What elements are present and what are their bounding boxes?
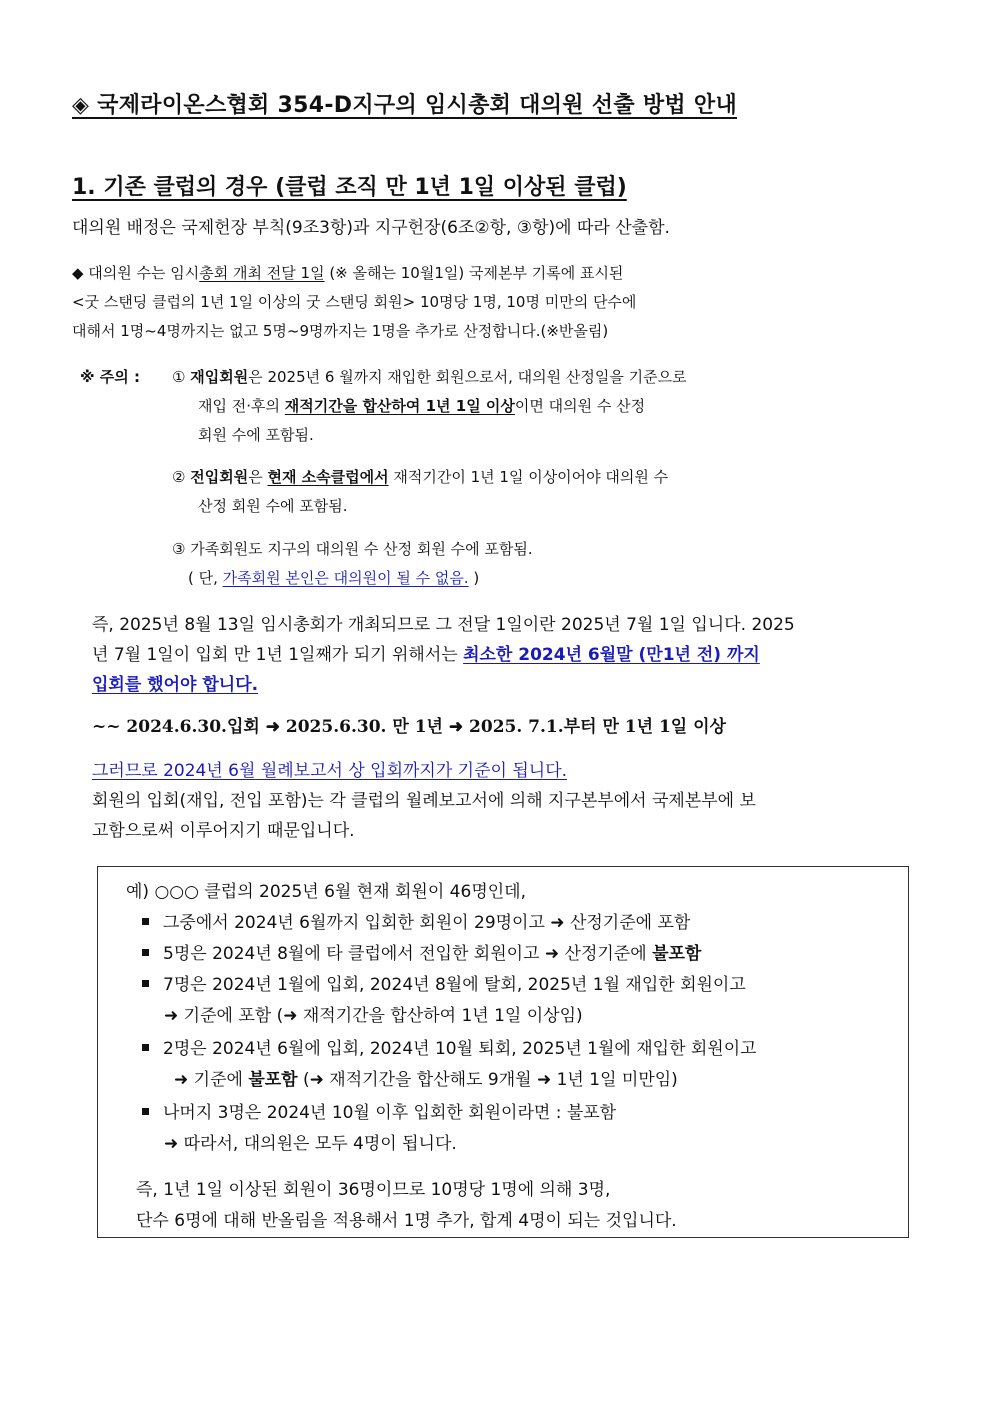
example-bullet-1-text: 그중에서 2024년 6월까지 입회한 회원이 29명이고 ➜ 산정기준에 포함 [163,913,691,933]
note-2-line-1 [172,466,668,487]
example-bullet-4 [142,1034,757,1059]
example-bullet-5-sub: ➜ 따라서, 대의원은 모두 4명이 됩니다. [164,1134,457,1154]
note-3-text-b: ( 단, [188,569,223,587]
rule-text-underlined: 총회 개최 전달 1일 [199,264,325,282]
example-bullet-3 [142,970,746,995]
note-1-number: ① [172,368,191,386]
example-bullet-2-emphasis: 불포함 [652,944,702,964]
example-bullet-5-text: 나머지 3명은 2024년 10월 이후 입회한 회원이라면 : 불포함 [163,1103,617,1123]
explain-line-1: 즉, 2025년 8월 13일 임시총회가 개최되므로 그 전달 1일이란 2025년 7월 1일 입니다. 2025 [92,615,795,635]
note-3-text-d: ) [468,569,480,587]
example-bullet-4-sub-c: (➜ 재적기간을 합산해도 9개월 ➜ 1년 1일 미만임) [297,1070,678,1090]
note-1-line-1 [172,366,687,387]
note-2-line-2: 산정 회원 수에 포함됨. [198,497,348,515]
example-bullet-3-sub: ➜ 기준에 포함 (➜ 재적기간을 합산하여 1년 1일 이상임) [164,1006,583,1026]
note-3-line-1: ③ 가족회원도 지구의 대의원 수 산정 회원 수에 포함됨. [172,540,533,558]
square-bullet-icon [142,980,149,987]
rule-text-c: (※ 올해는 10월1일) 국제본부 기록에 표시된 [324,264,624,282]
example-bullet-3-text: 7명은 2024년 1월에 입회, 2024년 8월에 탈회, 2025년 1월 재입한 회원이고 [163,975,746,995]
explain-text: 년 7월 1일이 입회 만 1년 1일째가 되기 위해서는 [92,645,464,665]
note-2-number: ② [172,468,191,486]
example-head: 예) ○○○ 클럽의 2025년 6월 현재 회원이 46명인데, [126,882,526,902]
explain-line-4: 회원의 입회(재입, 전입 포함)는 각 클럽의 월례보고서에 의해 지구본부에서 국제본부에 보 [92,791,756,811]
example-bullet-5 [142,1098,616,1123]
rule-line-3: 대해서 1명~4명까지는 없고 5명~9명까지는 1명을 추가로 산정합니다.(※반올림) [72,322,609,340]
note-1-text-f: 이면 대의원 수 산정 [514,397,646,415]
example-summary-1: 즉, 1년 1일 이상된 회원이 36명이므로 10명당 1명에 의해 3명, [136,1180,611,1200]
note-1-emphasis: 재적기간을 합산하여 1년 1일 이상 [284,397,515,415]
example-bullet-1 [142,908,690,933]
explain-deadline: 최소한 2024년 6월말 (만1년 전) 까지 [463,645,760,665]
square-bullet-icon [142,949,149,956]
example-box [97,866,909,1238]
square-bullet-icon [142,918,149,925]
section-heading: 1. 기존 클럽의 경우 (클럽 조직 만 1년 1일 이상된 클럽) [72,175,627,200]
note-1-text-d: 재입 전·후의 [198,397,285,415]
document-title: ◈ 국제라이온스협회 354-D지구의 임시총회 대의원 선출 방법 안내 [72,93,737,118]
note-2-text-e: 재적기간이 1년 1일 이상이어야 대의원 수 [388,468,669,486]
note-1-line-3: 회원 수에 포함됨. [198,426,314,444]
note-2-term: 전입회원 [190,468,249,486]
intro-text: 대의원 배정은 국제헌장 부칙(9조3항)과 지구헌장(6조②항, ③항)에 따라 산출함. [72,218,670,238]
timeline: ~~ 2024.6.30.입회 ➜ 2025.6.30. 만 1년 ➜ 2025. 7.1.부터 만 1년 1일 이상 [92,717,726,737]
square-bullet-icon [142,1108,149,1115]
note-3-line-2 [188,567,479,588]
note-3-emphasis: 가족회원 본인은 대의원이 될 수 없음. [222,569,469,587]
example-bullet-2-text: 5명은 2024년 8월에 타 클럽에서 전입한 회원이고 ➜ 산정기준에 [163,944,653,964]
example-bullet-2 [142,939,701,964]
example-bullet-4-text: 2명은 2024년 6월에 입회, 2024년 10월 퇴회, 2025년 1월에 재입한 회원이고 [163,1039,757,1059]
example-bullet-4-sub-a: ➜ 기준에 [174,1070,249,1090]
example-bullet-4-sub-emphasis: 불포함 [248,1070,298,1090]
basis-statement: 그러므로 2024년 6월 월례보고서 상 입회까지가 기준이 됩니다. [92,761,568,781]
note-1-term: 재입회원 [190,368,249,386]
note-1-text: 은 2025년 6 월까지 재입한 회원으로서, 대의원 산정일을 기준으로 [248,368,687,386]
example-bullet-4-sub [174,1065,678,1090]
note-1-line-2 [198,395,645,416]
square-bullet-icon [142,1044,149,1051]
note-2-text-c: 은 [248,468,268,486]
notes-label: ※ 주의 : [80,368,141,386]
explain-line-5: 고함으로써 이루어지기 때문입니다. [92,821,355,841]
rule-line-1 [72,262,623,283]
note-2-emphasis: 현재 소속클럽에서 [267,468,389,486]
rule-text-a: ◆ 대의원 수는 임시 [72,264,200,282]
explain-line-2 [92,640,760,665]
rule-line-2: <굿 스탠딩 클럽의 1년 1일 이상의 굿 스탠딩 회원> 10명당 1명, 10명 미만의 단수에 [72,293,637,311]
explain-line-3: 입회를 했어야 합니다. [92,675,259,695]
example-summary-2: 단수 6명에 대해 반올림을 적용해서 1명 추가, 합계 4명이 되는 것입니다. [136,1211,677,1231]
